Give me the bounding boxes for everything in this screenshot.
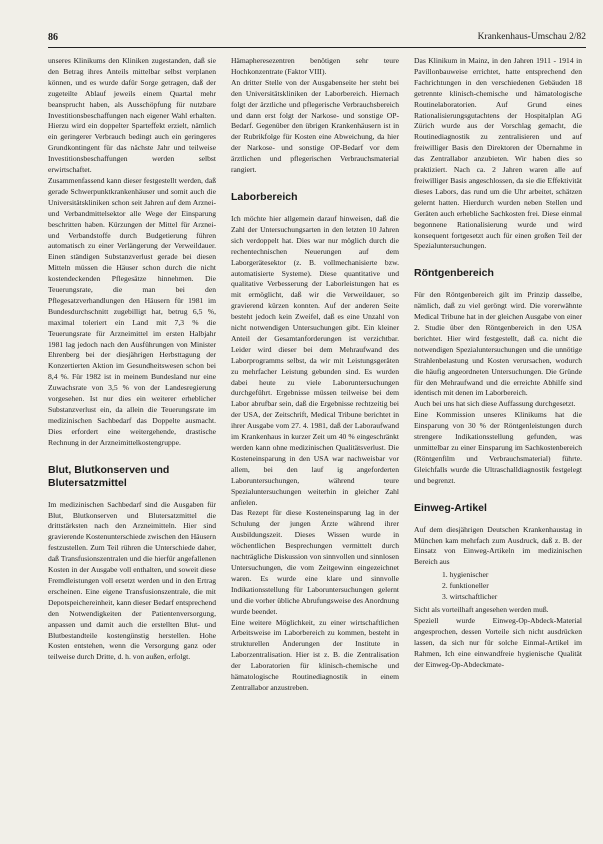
page-header [48, 32, 586, 48]
paragraph: Eine weitere Möglichkeit, zu einer wirtschaftlichen Arbeitsweise im Laborbereich zu kommen, besteht in strukturellen Änderungen der Institute in Laborzentralisation. Hier ist z. B. die Zentralisation der Laboratorien für klinisch-chemische und hämatologische Routinediagnostik in einem Zentrallabor anzustreben. [231, 617, 399, 692]
column-1 [48, 56, 216, 663]
paragraph: An dritter Stelle von der Ausgabenseite her steht bei den Universitätskliniken der Laborbereich. Hiernach folgt der ärztliche und pflegerische Verbrauchsbereich und dann erst folgt der Narkose- und sonstige OP-Bedarf. Gegenüber den übrigen Krankenhäusern ist in der Rubrikfolge für Kosten eine Abweichung, da hier der Narkose- und sonstige OP-Bedarf vor dem ärztlichen und pflegerischen Verbrauchsmaterial rangiert. [231, 77, 399, 175]
column-3 [414, 56, 582, 670]
list-item: 2. funktioneller [442, 581, 489, 591]
journal-title: Krankenhaus-Umschau 2/82 [477, 32, 586, 42]
section-heading-blut: Blut, Blutkonserven und Blutersatzmittel [48, 463, 170, 489]
paragraph: Für den Röntgenbereich gilt im Prinzip dasselbe, nämlich, daß zu viel geröngt wird. Die vorerwähnte Medical Tribune hat in der gleichen Ausgabe von einer 2. Studie über den Röntgenbereich in den USA berichtet. Hier wird festgestellt, daß ca. nicht die notwendigen Spezialuntersuchungen und die unnötige Strahlenbelastung und Kosten verursachen, wodurch die häufig angeordneten Untersuchungen. Die Gründe für den Mehraufwand und die erreichte Abhilfe sind identisch mit denen im Laborbereich. [414, 290, 582, 398]
page-number: 86 [48, 32, 58, 43]
paragraph: Auf dem diesjährigen Deutschen Krankenhaustag in München kam mehrfach zum Ausdruck, daß z. B. der Einsatz von Einweg-Artikeln im medizinischen Bereich aus [414, 524, 582, 567]
header-rule [48, 47, 586, 48]
paragraph: unseres Klinikums den Kliniken zugestanden, daß sie den Betrag ihres Anteils mittelbar selbst verplanen können, und es wurde dafür Sorge getragen, daß der zugeteilte Ablauf jeweils einem Quartal mehr beansprucht haben, als Ausschöpfung für nutzbare Investitionsbeschaffungen nach eigener Wahl erhalten. Hierzu wird ein doppelter Sparteffekt erzielt, nämlich ein geringerer Verbrauch bedingt auch ein geringeres Grundkontingent für das nächste Jahr und teilweise Investitionsbeschaffungen werden selbst erwirtschaftet. [48, 56, 216, 175]
column-2 [231, 56, 399, 694]
section-heading-einweg-artikel: Einweg-Artikel [414, 501, 487, 514]
paragraph: Speziell wurde Einweg-Op-Abdeck-Material angesprochen, dessen Vorteile sich nicht ausdrücken lassen, da sich nur für solche Einmal-Artikel im Rahmen, Ich eine einwandfreie hygienische Qualität der Einweg-Op-Abdeckmate- [414, 615, 582, 669]
paragraph: Ich möchte hier allgemein darauf hinweisen, daß die Zahl der Untersuchungsarten in den letzten 10 Jahren sich verdoppelt hat. Dies war nur möglich durch die rechentechnischen Neuerungen auf dem Laborgerätesektor (z. B. vollmechanisierte bzw. automatisierte Systeme). Diese quantitative und qualitative Verbesserung der Laborleistungen hat es mit ermöglicht, daß wir die Verweildauer, so gravierend kürzen konnten. Auf der anderen Seite besteht jedoch kein Zweifel, daß es eine Unzahl von nicht notwendigen Untersuchungen gibt. Ein kleiner Anteil der Gesamtanforderungen ist verzichtbar. Leider wird dieser bei dem Mehraufwand des Laborprogramms selbst, da wir mit Leistungsgeräten zu mehrfacher Leistung gebunden sind. Es wurden dabei heute zu viele Laboruntersuchungen durchgeführt. Ergebnisse müssen teilweise bei dem Labor abrufbar sein, daß die Ergebnisse rechtzeitig bei der USA, der Zeitschrift, Medical Tribune berichtet in ihrer Ausgabe vom 27. 4. 1981, daß der Laboraufwand im Krankenhaus in kurzer Zeit um 40 % eingeschränkt werden kann ohne medizinischen Qualitätsverlust. Die Kosteneinsparung in den USA war nachweisbar vor allem, bei den lauf ig angeforderten Laboruntersuchungen, während teure Spezialuntersuchungen weiterhin in gleicher Zahl anfielen. [231, 213, 399, 507]
paragraph: Zusammenfassend kann dieser festgestellt werden, daß gerade Schwerpunktkrankenhäuser und somit auch die Universitätskliniken schon seit Jahren auf dem Arznei- und Verbandmittelsektor alle Wege der Einsparung beschritten haben. Kürzungen der Mittel für Arznei- und Verbandstoffe durch Budgetierung führen automatisch zu einer Verlängerung der Verweildauer. Einen ständigen Substanzverlust gerade bei diesen Mitteln müssen die Häuser schon durch die nicht kostendeckenden Pflegesätze hinnehmen. Die Teuerungsrate, die man bei den Pflegesatzverhandlungen den Häusern für 1981 im Bundesdurchschnitt zugebilligt hat, betrug 6,5 %, maximal toleriert ein Land mit 7,3 % die Teuerungsrate für Arzneimittel im ersten Halbjahr 1981 lag jedoch nach den Ausführungen von Minister Ehrenberg bei der diesjährigen Herbsttagung der Konzertierten Aktion im Gesundheitswesen schon bei 8,4 %. Für 1982 ist in meinem Bundesland nur eine Zuwachsrate von 3,5 % von der Landesregierung vorgesehen. Ist nur dies ein weiterer erheblicher Substanzverlust ein, da allein die Teuerungsrate im medizinischen Sachbedarf das Doppelte ausmacht. Dies erfordert eine weitergehende, drastische Rechnung in der Arzneimittelkostengruppe. [48, 175, 216, 447]
list-item: 3. wirtschaftlicher [442, 592, 498, 602]
section-heading-laborbereich: Laborbereich [231, 190, 298, 203]
section-heading-roentgenbereich: Röntgenbereich [414, 267, 494, 280]
paragraph: Sicht als vorteilhaft angesehen werden muß. [414, 604, 549, 614]
paragraph: Im medizinischen Sachbedarf sind die Ausgaben für Blut, Blutkonserven und Blutersatzmittel die drittstärksten nach den Arzneimitteln. Hier sind gravierende Kostenunterschiede zwischen den Häusern festzustellen. Zum Teil rühren die Unterschiede daher, daß Transfusionszentralen und die hierfür angefallenen Kosten in der Ausgabe voll enthalten, und soweit diese Fremdleistungen voll ersetzt werden und in den Ertrag erscheinen. Eine eigene Transfusionszentrale, die mit Depotspeichereinheit, kann dieser Bedarf entsprechend den Notwendigkeiten der Patientenversorgung, anpassen und damit auch die erstellten Blut- und Blutbestandteile kostengünstig herstellen. Hohe Kosten entstehen, wenn die Versorgung ganz oder teilweise durch Dritte, d. h. von außen, erfolgt. [48, 499, 216, 662]
paragraph: Das Rezept für diese Kosteneinsparung lag in der Schulung der jungen Ärzte während ihrer Ausbildungszeit. Dieses Wissen wurde in wöchentlichen Besprechungen vermittelt durch nachträgliche Diskussion von sinnvollen und sinnlosen Untersuchungen, die vom Zeitgewinn eingezeichnet waren. Es wurde eine klare und sinnvolle Indikationsstellung für Laboruntersuchungen gelernt und die vorher übliche Abrufungsweise des Anordnung wurde beendet. [231, 508, 399, 616]
paragraph: Eine Kommission unseres Klinikums hat die Einsparung von 30 % der Röntgenleistungen durch strengere Indikationsstellung gefunden, was unmittelbar zu einer Einsparung im Sachkostenbereich (Röntgenfilm und Verbrauchsmaterial) führte. Gleichfalls wurde die Ultraschalldiagnostik festgelegt und begrenzt. [414, 410, 582, 485]
paragraph: Hämapheresezentren benötigen sehr teure Hochkonzentrate (Faktor VIII). [231, 56, 399, 76]
numbered-list [442, 570, 582, 603]
list-item: 1. hygienischer [442, 570, 489, 580]
paragraph: Auch bei uns hat sich diese Auffassung durchgesetzt. [414, 399, 576, 409]
paragraph: Das Klinikum in Mainz, in den Jahren 1911 - 1914 in Pavillonbauweise errichtet, hatte entsprechend den Fachrichtungen in den verschiedenen Gebäuden 18 getrennte klinisch-chemische und hämatologische Routinelaboratorien. Auf Grund eines Rationalisierungsgutachtens der Hospitalplan AG Zürich wurde aus der Vorschlag gemacht, die Routinediagnostik zu zentralisieren und auf freiwilliger Basis den Direktoren der Übernahme in das Zentrallabor anzubieten. Wir haben dies so praktiziert. Nach ca. 2 Jahren waren alle auf freiwilliger Basis angeschlossen, da sie die Effektivität dieses Labors, das rund um die Uhr arbeitet, schätzen gelernt hatten. Hierdurch wurden neben Stellen und Geräten auch erhebliche Sachkosten frei. Diese einmal begonnene Rationalisierung wurde und wird konsequent fortgesetzt auch für einen großen Teil der Spezialuntersuchungen. [414, 56, 582, 251]
